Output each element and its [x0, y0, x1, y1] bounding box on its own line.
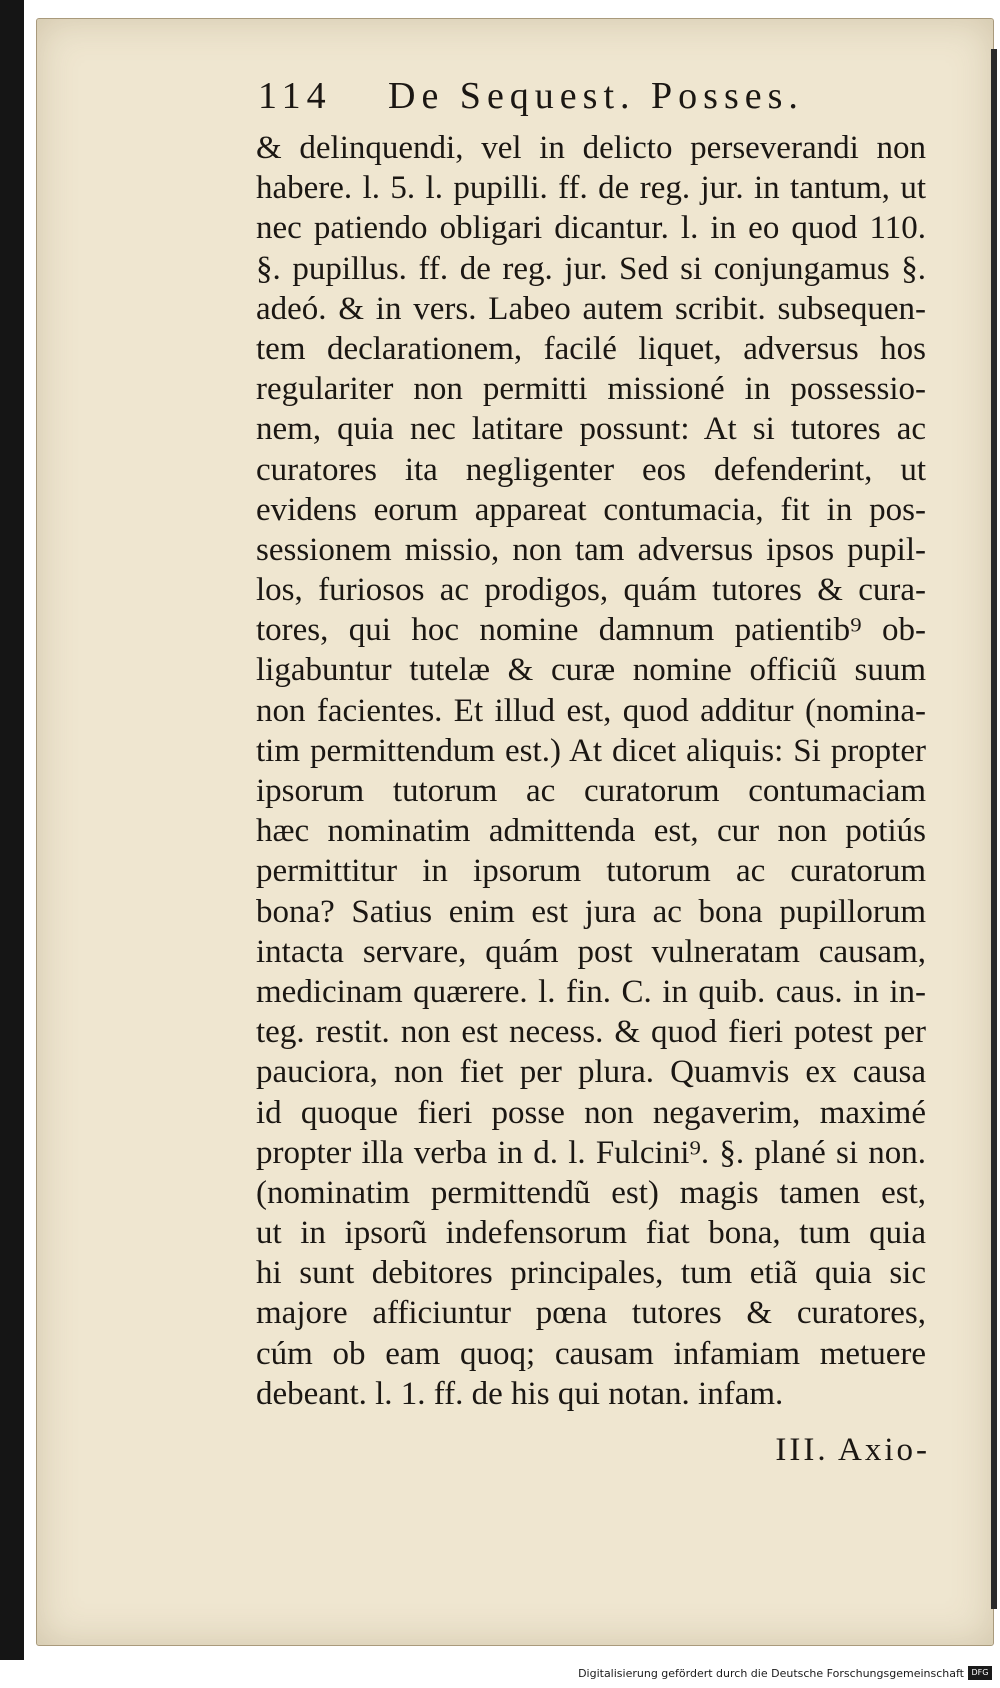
text-line: nec patiendo obligari dicantur. l. in eo quod 110.	[256, 210, 926, 247]
text-line: propter illa verba in d. l. Fulcini⁹. §. plané si non.	[256, 1134, 926, 1171]
text-line: hi sunt debitores principales, tum etiã quia sic	[256, 1255, 926, 1292]
text-line: (nominatim permittendũ est) magis tamen est,	[256, 1174, 926, 1211]
text-line: tores, qui hoc nomine damnum patientib⁹ ob-	[256, 612, 926, 649]
text-line: §. pupillus. ff. de reg. jur. Sed si conjungamus §.	[256, 250, 926, 287]
text-line: id quoque fieri posse non negaverim, maximé	[256, 1094, 926, 1131]
running-head-title: De Sequest. Posses.	[388, 75, 804, 117]
footer-bar	[0, 1662, 1000, 1688]
text-line: bona? Satius enim est jura ac bona pupillorum	[256, 893, 926, 930]
text-line: non facientes. Et illud est, quod additur (nomina-	[256, 692, 926, 729]
text-line: tim permittendum est.) At dicet aliquis: Si propter	[256, 732, 926, 769]
text-line: nem, quia nec latitare possunt: At si tutores ac	[256, 411, 926, 448]
text-line: ipsorum tutorum ac curatorum contumaciam	[256, 773, 926, 809]
text-line: los, furiosos ac prodigos, quám tutores & cura-	[256, 572, 926, 609]
page-number: 114	[258, 75, 332, 117]
text-line: regulariter non permitti missioné in possessio-	[256, 371, 926, 408]
text-line: evidens eorum appareat contumacia, fit in pos-	[256, 491, 926, 528]
text-line: tem declarationem, facilé liquet, adversus hos	[256, 330, 926, 367]
text-line: curatores ita negligenter eos defenderint, ut	[256, 451, 926, 488]
text-line: habere. l. 5. l. pupilli. ff. de reg. jur. in tantum, ut	[256, 170, 926, 207]
text-line: ligabuntur tutelæ & curæ nomine officiũ suum	[256, 652, 926, 689]
text-line: permittitur in ipsorum tutorum ac curatorum	[256, 853, 926, 890]
text-line: hæc nominatim admittenda est, cur non potiús	[256, 813, 926, 850]
text-line: teg. restit. non est necess. & quod fieri potest per	[256, 1014, 926, 1051]
text-line: majore afficiuntur pœna tutores & curatores,	[256, 1295, 926, 1332]
text-line: medicinam quærere. l. fin. C. in quib. caus. in in-	[256, 973, 926, 1010]
text-line: pauciora, non fiet per plura. Quamvis ex causa	[256, 1054, 926, 1091]
running-head	[258, 70, 908, 120]
dfg-logo: DFG	[968, 1666, 992, 1680]
scanner-border	[0, 0, 24, 1660]
catchword: III. Axio-	[775, 1432, 930, 1468]
text-line: intacta servare, quám post vulneratam causam,	[256, 933, 926, 970]
text-line: & delinquendi, vel in delicto perseverandi non	[256, 130, 926, 166]
body-text	[256, 128, 926, 1414]
page-edge-shadow	[991, 49, 997, 1609]
text-line: cúm ob eam quoq; causam infamiam metuere	[256, 1335, 926, 1372]
text-line-last: debeant. l. 1. ff. de his qui notan. infam.	[256, 1375, 784, 1412]
text-line: adeó. & in vers. Labeo autem scribit. subsequen-	[256, 290, 926, 327]
footer-credit: Digitalisierung gefördert durch die Deutsche Forschungsgemeinschaft	[578, 1667, 964, 1680]
text-line: sessionem missio, non tam adversus ipsos pupil-	[256, 531, 926, 568]
text-line: ut in ipsorũ indefensorum fiat bona, tum quia	[256, 1215, 926, 1252]
